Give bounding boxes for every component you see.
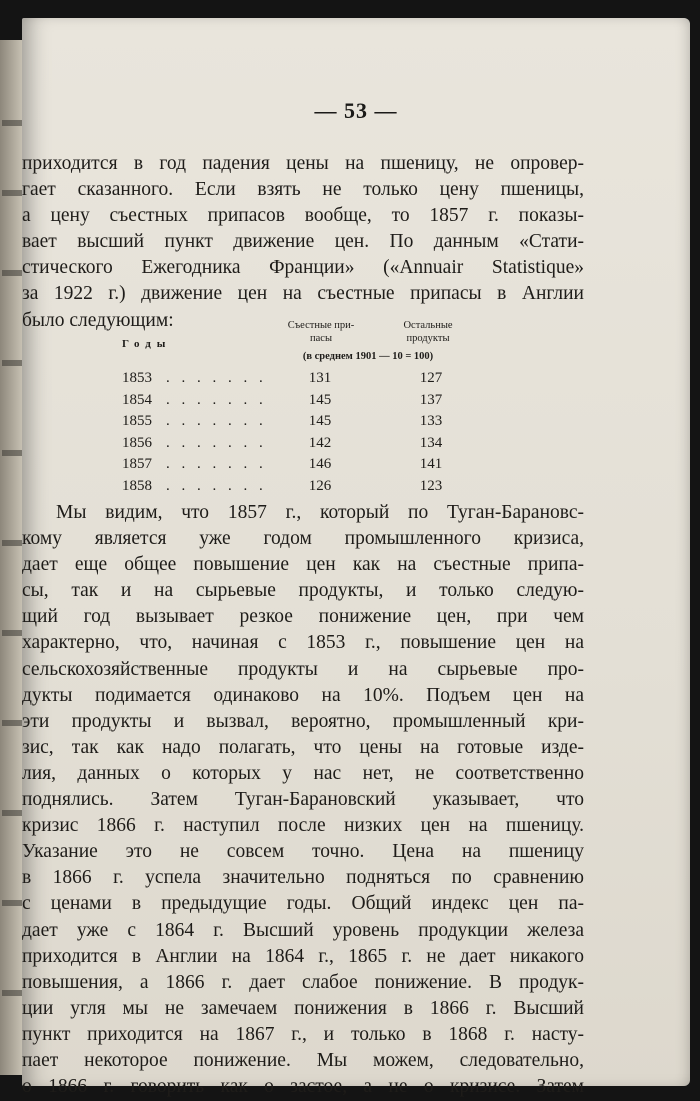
dot-leader: . . . . . . .: [166, 391, 267, 408]
text-line: было следующим:: [22, 309, 174, 331]
text-line: кризис 1866 г. наступил после низких цен на пшеницу.: [22, 815, 584, 837]
table-row: [120, 478, 470, 500]
cell-food: 142: [308, 434, 332, 451]
cell-food: 146: [308, 456, 332, 473]
text-line: сы, так и на сырьевые продукты, и только следую-: [22, 580, 584, 602]
text-line: ции угля мы не замечаем понижения в 1866 г. Высший: [22, 997, 584, 1019]
text-line: за 1922 г.) движение цен на съестные припасы в Англии: [22, 283, 584, 305]
text-line: с ценами в предыдущие годы. Общий индекс цен па-: [22, 893, 584, 915]
text-line: лия, данных о которых у нас нет, не соответственно: [22, 762, 584, 784]
paragraph-intro: [22, 151, 584, 334]
text-line: вает высший пункт движение цен. По данным «Стати-: [22, 231, 584, 253]
cell-other: 127: [419, 370, 443, 386]
text-line: эти продукты и вызвал, вероятно, промышленный кри-: [22, 710, 584, 732]
cell-year: 1855: [122, 413, 152, 430]
text-line: дукты подимается одинаково на 10%. Подъем цен на: [22, 684, 584, 706]
table-header-other: Остальные продукты: [403, 320, 453, 344]
table-row: [120, 435, 470, 457]
paragraph-analysis: [22, 500, 584, 1100]
cell-food: 126: [308, 477, 332, 494]
dot-leader: . . . . . . .: [166, 413, 267, 430]
text-line: зис, так как надо полагать, что цены на готовые изде-: [22, 736, 584, 758]
cell-year: 1858: [122, 477, 152, 494]
table-row: [120, 413, 470, 435]
table-header-years: Годы: [122, 338, 172, 350]
text-line: характерно, что, начиная с 1853 г., повышение цен на: [22, 632, 584, 654]
text-line: Мы видим, что 1857 г., который по Туган-Барановс-: [56, 502, 584, 523]
cell-other: 141: [419, 456, 443, 473]
dot-leader: . . . . . . .: [166, 370, 267, 386]
text-line: кому является уже годом промышленного кризиса,: [22, 528, 584, 550]
cell-food: 131: [308, 370, 332, 386]
cell-other: 134: [419, 434, 443, 451]
text-line: дает еще общее повышение цен как на съестные припа-: [22, 554, 584, 576]
cell-year: 1853: [122, 370, 152, 386]
text-line: щий год вызывает резкое понижение цен, при чем: [22, 606, 584, 628]
dot-leader: . . . . . . .: [166, 477, 267, 494]
table-header-note: (в среднем 1901 — 10 = 100): [302, 351, 434, 362]
table-row: [120, 370, 470, 392]
cell-year: 1856: [122, 434, 152, 451]
dot-leader: . . . . . . .: [166, 456, 267, 473]
text-line: стического Ежегодника Франции» («Annuair Statistique»: [22, 257, 584, 279]
text-line: дает уже с 1864 г. Высший уровень продукции железа: [22, 919, 584, 941]
text-line: пает некоторое понижение. Мы можем, следовательно,: [22, 1049, 584, 1071]
text-line: в 1866 г. успела значительно подняться по сравнению: [22, 867, 584, 889]
cell-other: 137: [419, 391, 443, 408]
text-line: приходится в Англии на 1864 г., 1865 г. не дает никакого: [22, 945, 584, 967]
cell-food: 145: [308, 413, 332, 430]
text-line: Указание это не совсем точно. Цена на пшеницу: [22, 841, 584, 863]
table-row: [120, 456, 470, 478]
text-line: приходится в год падения цены на пшеницу, не опровер-: [22, 153, 584, 174]
cell-year: 1854: [122, 391, 152, 408]
text-line: сельскохозяйственные продукты и на сырьевые про-: [22, 658, 584, 680]
text-line: пункт приходится на 1867 г., и только в 1868 г. насту-: [22, 1023, 584, 1045]
table-row: [120, 392, 470, 414]
table-body: [120, 370, 470, 500]
text-line: поднялись. Затем Туган-Барановский указывает, что: [22, 789, 584, 811]
text-line: а цену съестных припасов вообще, то 1857 г. показы-: [22, 205, 584, 227]
page-number: — 53 —: [314, 98, 398, 123]
cell-other: 133: [419, 413, 443, 430]
dot-leader: . . . . . . .: [166, 434, 267, 451]
text-line: повышения, а 1866 г. дает слабое понижение. В продук-: [22, 971, 584, 993]
cell-year: 1857: [122, 456, 152, 473]
cell-other: 123: [419, 477, 443, 494]
book-page: [22, 18, 690, 1098]
cell-food: 145: [308, 391, 332, 408]
table-header-food: Съестные при- пасы: [287, 320, 355, 344]
text-line: о 1866 г. говорить как о застое, а не о кризисе. Затем: [22, 1076, 584, 1098]
text-line: гает сказанного. Если взять не только цену пшеницы,: [22, 179, 584, 201]
